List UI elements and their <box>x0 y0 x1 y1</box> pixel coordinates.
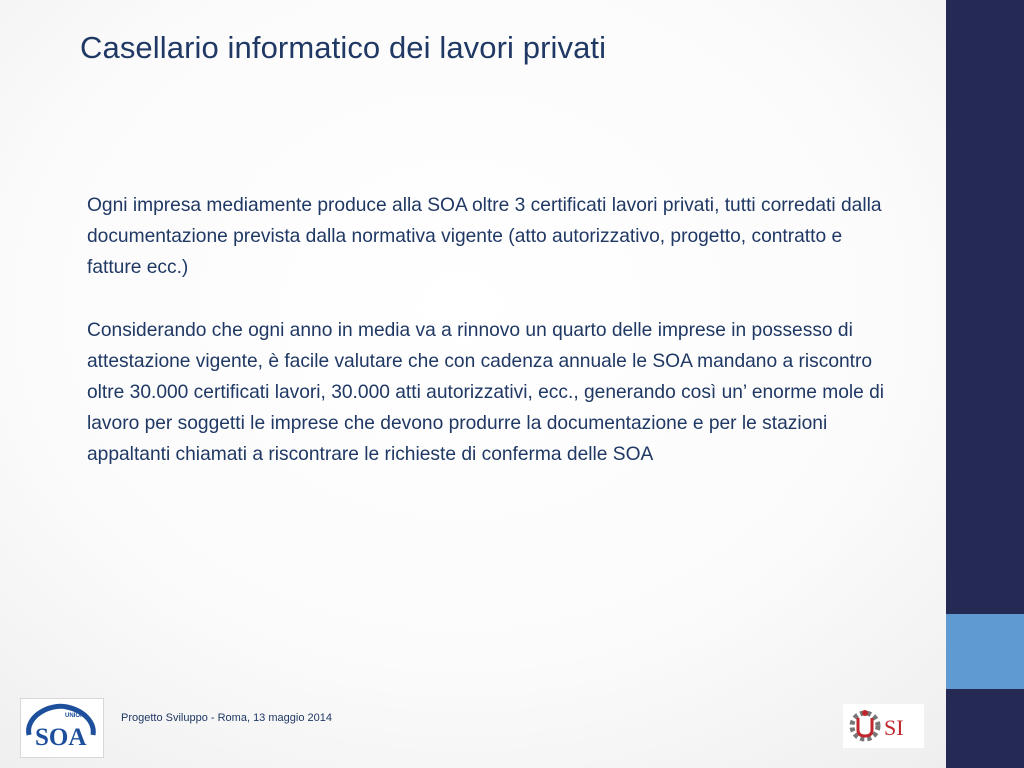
body-paragraph-1: Ogni impresa mediamente produce alla SOA oltre 3 certificati lavori privati, tutti corredati dalla documentazione prevista dalla normativa vigente (atto autorizzativo, progetto, contratto e fatture ecc.) <box>87 195 882 278</box>
slide-body <box>87 190 887 470</box>
svg-text:UNION: UNION <box>65 713 85 719</box>
decorative-sidebar-accent <box>946 614 1024 689</box>
footer-text: Progetto Sviluppo - Roma, 13 maggio 2014 <box>121 712 332 724</box>
body-paragraph-2: Considerando che ogni anno in media va a rinnovo un quarto delle imprese in possesso di attestazione vigente, è facile valutare che con cadenza annuale le SOA mandano a riscontro oltre 30.000 certificati lavori, 30.000 atti autorizzativi, ecc., generando così un’ enorme mole di lavoro per soggetti le imprese che devono produrre la documentazione e per le stazioni appaltanti chiamati a riscontrare le richieste di conferma delle SOA <box>87 320 885 465</box>
usi-logo <box>843 704 924 748</box>
svg-text:SI: SI <box>884 715 904 740</box>
svg-text:SOA: SOA <box>35 724 87 751</box>
slide-title: Casellario informatico dei lavori privati <box>80 30 607 65</box>
union-soa-logo <box>20 698 104 758</box>
